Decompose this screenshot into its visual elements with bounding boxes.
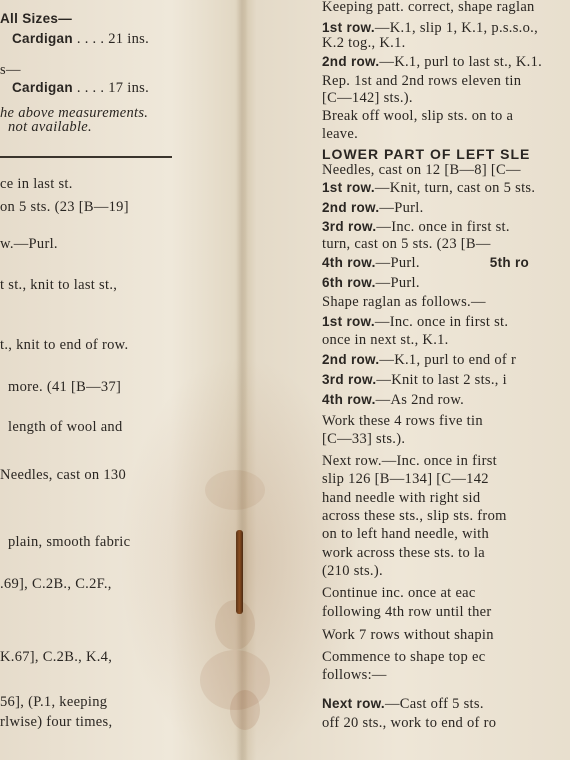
right-text-line: work across these sts. to la [322, 545, 486, 561]
right-text-line: 2nd row.—Purl. [322, 200, 424, 216]
garment-label: Cardigan [12, 80, 73, 95]
right-text-line: [C—142] sts.). [322, 90, 413, 106]
right-text-line: [C—33] sts.). [322, 431, 406, 447]
row-label: 5th ro [489, 255, 530, 270]
section-heading: LOWER PART OF LEFT SLE [322, 146, 531, 162]
right-text-line: Continue inc. once at eac [322, 585, 476, 601]
row-label: 2nd row. [322, 200, 380, 215]
right-text-line: 3rd row.—Knit to last 2 sts., i [322, 372, 507, 388]
row-label: 3rd row. [322, 372, 377, 387]
staple [236, 530, 243, 614]
right-text-line: K.2 tog., K.1. [322, 35, 406, 51]
right-text-line: 4th row.—Purl. 5th ro [322, 255, 530, 271]
right-text-line: Work these 4 rows five tin [322, 413, 483, 429]
left-text-line: t., knit to end of row. [0, 337, 129, 353]
left-text-line: he above measurements. [0, 105, 149, 121]
right-text-line: 6th row.—Purl. [322, 275, 420, 291]
row-label: 2nd row. [322, 54, 380, 69]
right-text-line: hand needle with right sid [322, 490, 481, 506]
left-text-line: Cardigan . . . . 17 ins. [12, 80, 150, 96]
right-text-line: (210 sts.). [322, 563, 383, 579]
right-text-line: Next row.—Inc. once in first [322, 453, 497, 469]
garment-label: Cardigan [12, 31, 73, 46]
left-text-line: s— [0, 62, 21, 78]
row-label: 1st row. [322, 314, 375, 329]
right-text-line: 3rd row.—Inc. once in first st. [322, 219, 510, 235]
right-text-line: turn, cast on 5 sts. (23 [B— [322, 236, 491, 252]
right-text-line: 2nd row.—K.1, purl to last st., K.1. [322, 54, 543, 70]
right-text-line: once in next st., K.1. [322, 332, 449, 348]
left-text-line: .69], C.2B., C.2F., [0, 576, 112, 592]
right-text-line: Break off wool, slip sts. on to a [322, 108, 514, 124]
right-text-line: 1st row.—Knit, turn, cast on 5 sts. [322, 180, 536, 196]
right-text-line: on to left hand needle, with [322, 526, 490, 542]
row-label: Next row. [322, 696, 385, 711]
right-text-line: across these sts., slip sts. from [322, 508, 507, 524]
right-text-line: following 4th row until ther [322, 604, 492, 620]
row-label: 4th row. [322, 392, 376, 407]
left-text-line: Needles, cast on 130 [0, 467, 126, 483]
right-text-line: off 20 sts., work to end of ro [322, 715, 497, 731]
row-label: 6th row. [322, 275, 376, 290]
right-text-line: Keeping patt. correct, shape raglan [322, 0, 535, 15]
stain-spot [215, 600, 255, 650]
right-text-line: 1st row.—Inc. once in first st. [322, 314, 509, 330]
right-text-line: 4th row.—As 2nd row. [322, 392, 465, 408]
left-text-line: All Sizes— [0, 11, 73, 26]
right-text-line: Needles, cast on 12 [B—8] [C— [322, 162, 521, 178]
stain-spot [205, 470, 265, 510]
left-text-line: rlwise) four times, [0, 714, 113, 730]
row-label: 1st row. [322, 20, 375, 35]
right-text-line: follows:— [322, 667, 387, 683]
left-text-line: length of wool and [8, 419, 123, 435]
right-text-line: 2nd row.—K.1, purl to end of r [322, 352, 517, 368]
row-label: 3rd row. [322, 219, 377, 234]
right-text-line: Rep. 1st and 2nd rows eleven tin [322, 73, 522, 89]
left-text-line: w.—Purl. [0, 236, 58, 252]
left-text-line: Cardigan . . . . 21 ins. [12, 31, 150, 47]
left-text-line: t st., knit to last st., [0, 277, 118, 293]
right-text-line: Work 7 rows without shapin [322, 627, 494, 643]
right-text-line: Next row.—Cast off 5 sts. [322, 696, 484, 712]
left-text-line: on 5 sts. (23 [B—19] [0, 199, 129, 215]
row-label: 4th row. [322, 255, 376, 270]
stain-spot [230, 690, 260, 730]
right-text-line: Shape raglan as follows.— [322, 294, 486, 310]
row-label: 1st row. [322, 180, 375, 195]
left-text-line: plain, smooth fabric [8, 534, 131, 550]
section-divider [0, 156, 172, 158]
right-text-line: leave. [322, 126, 359, 142]
left-text-line: ce in last st. [0, 176, 73, 192]
left-text-line: more. (41 [B—37] [8, 379, 122, 395]
right-text-line: slip 126 [B—134] [C—142 [322, 471, 489, 487]
left-text-line: K.67], C.2B., K.4, [0, 649, 113, 665]
right-text-line: 1st row.—K.1, slip 1, K.1, p.s.s.o., [322, 20, 538, 36]
row-label: 2nd row. [322, 352, 380, 367]
right-text-line: Commence to shape top ec [322, 649, 486, 665]
left-text-line: not available. [8, 119, 92, 135]
left-text-line: 56], (P.1, keeping [0, 694, 108, 710]
